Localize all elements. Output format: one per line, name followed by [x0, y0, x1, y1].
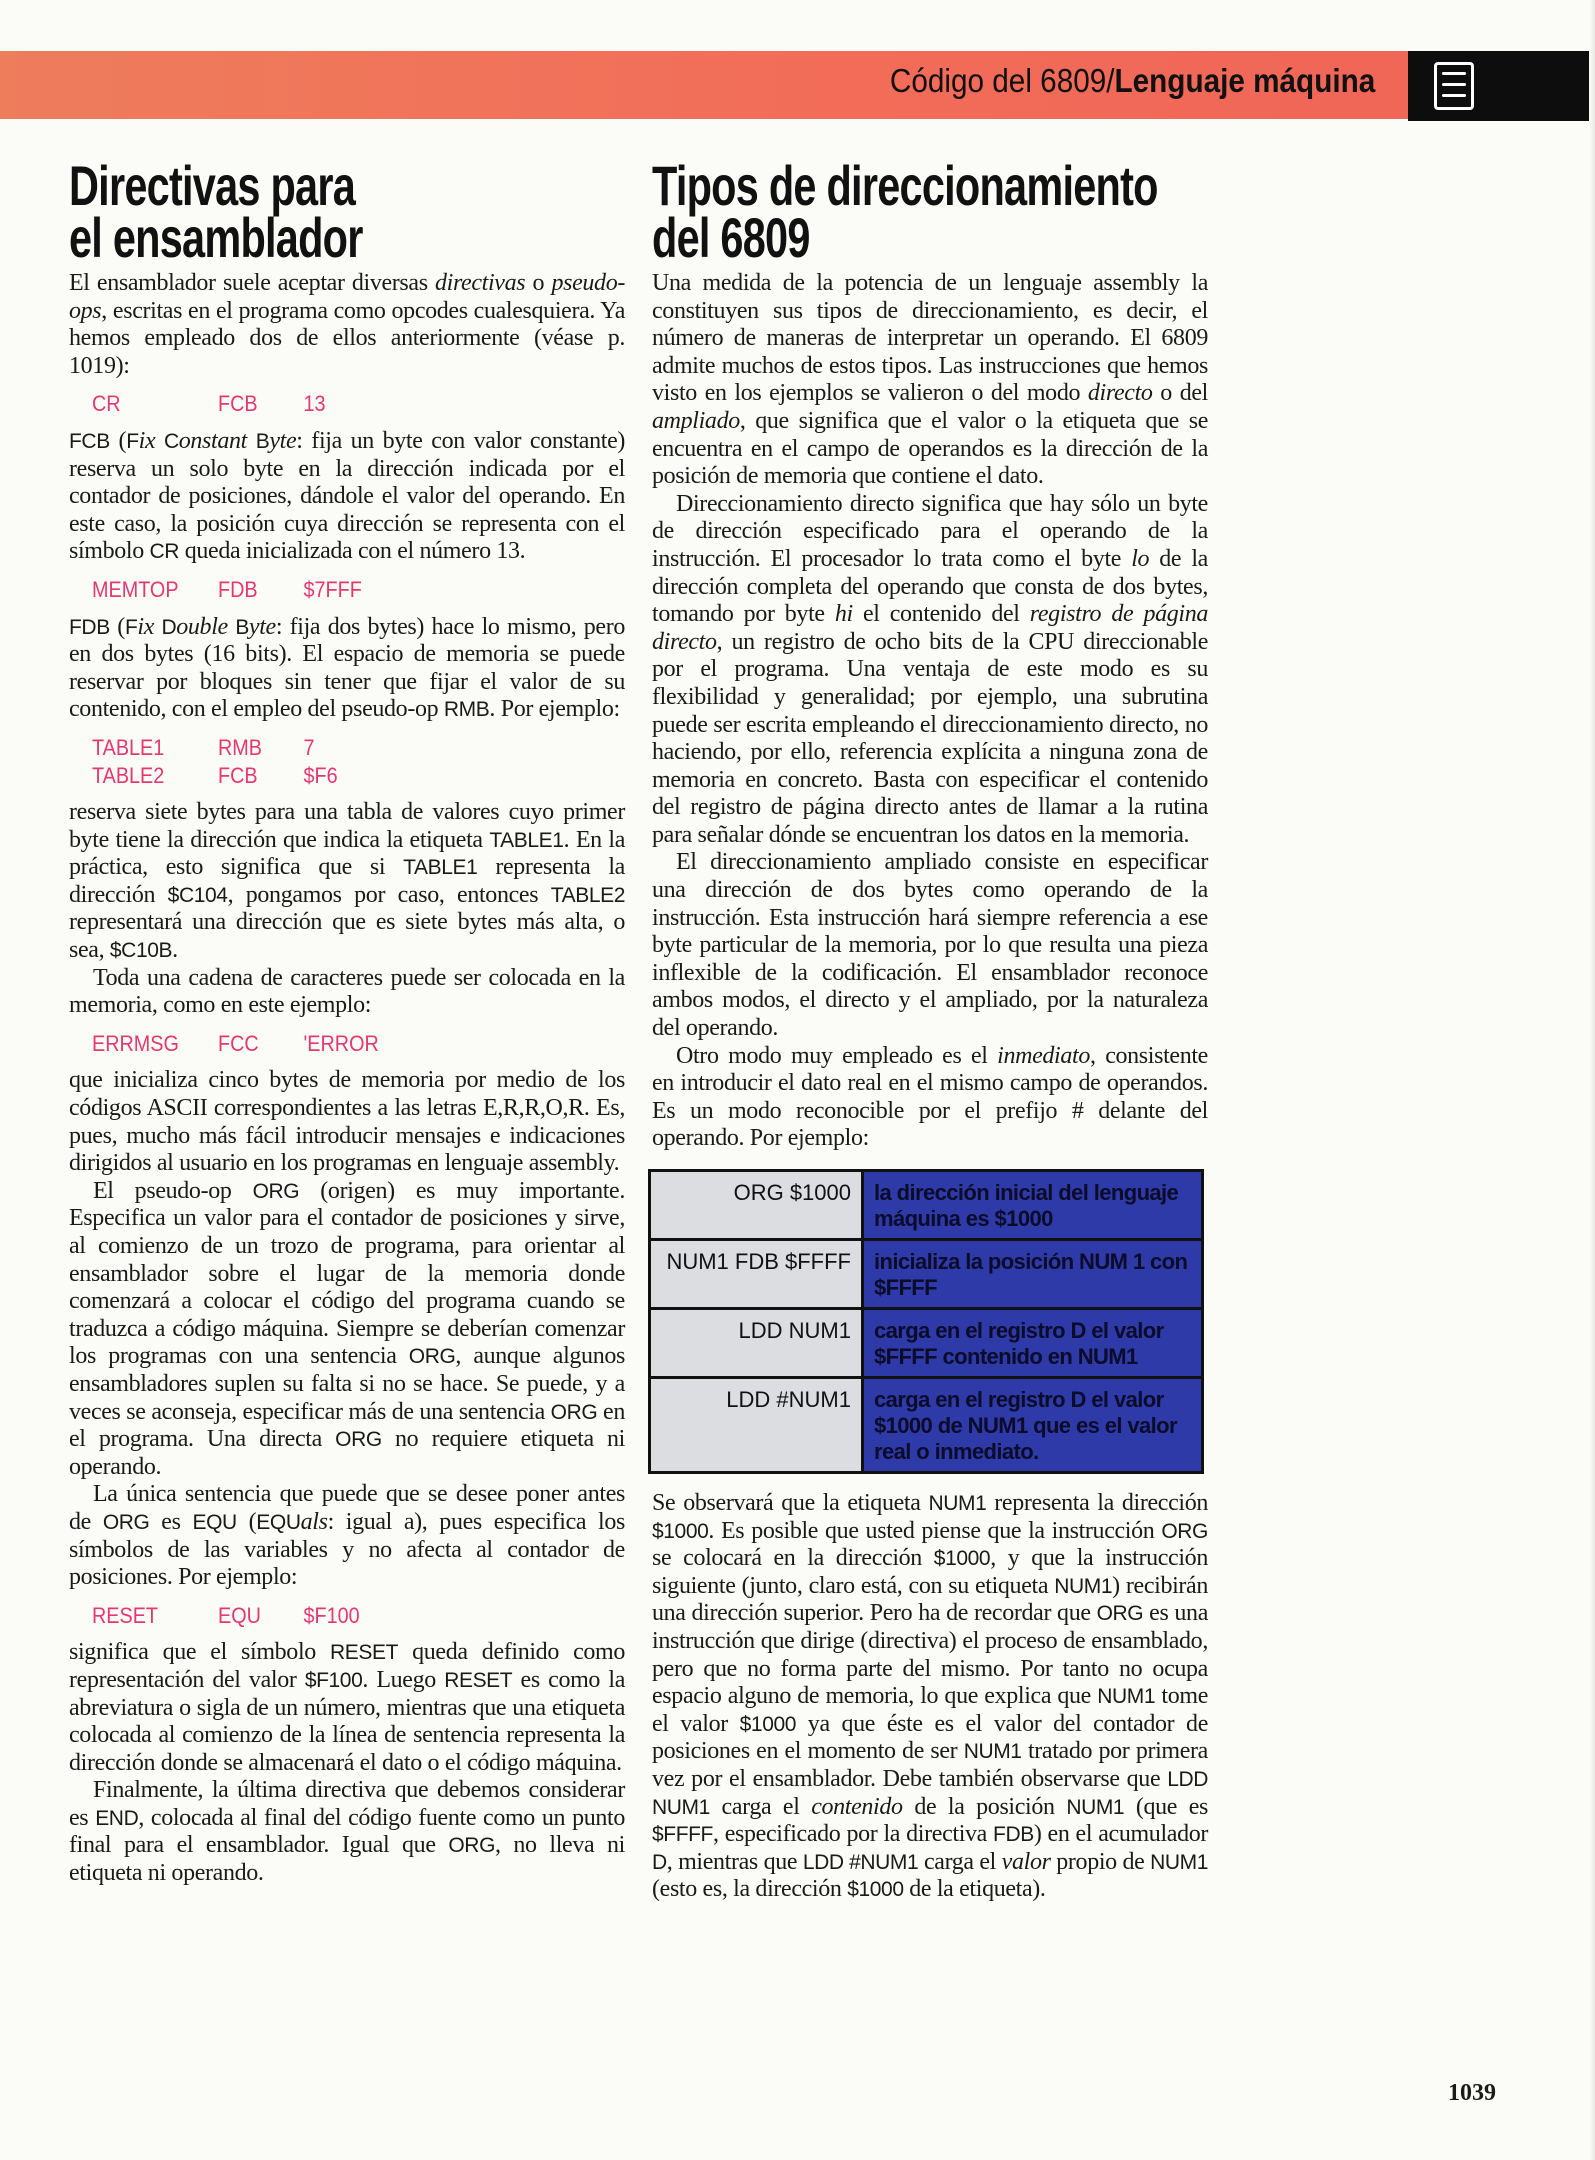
- code-label: TABLE2: [92, 762, 165, 788]
- heading-line: Directivas para: [69, 154, 356, 217]
- body-paragraph: que inicializa cinco bytes de memoria por medio de los códigos ASCII correspondientes a las letras E,R,R,O,R. Es, pues, mucho más fácil introducir mensajes e indicaciones dirigidos al usuario en los programas en lenguaje assembly.: [69, 1067, 625, 1177]
- description-cell: inicializa la posición NUM 1 con $FFFF: [863, 1240, 1203, 1309]
- body-paragraph: Toda una cadena de caracteres puede ser colocada en la memoria, como en este ejemplo:: [69, 964, 625, 1019]
- code-term: ORG: [335, 1428, 382, 1452]
- code-term: EQU: [192, 1510, 237, 1534]
- code-term: ORG: [252, 1179, 300, 1203]
- body-paragraph: FDB (Fix Double Byte: fija dos bytes) hace lo mismo, pero en dos bytes (16 bits). El espacio de memoria se puede reservar por bloques sin tener que fijar el valor de su contenido, con el empleo del pseudo-op RMB. Por ejemplo:: [69, 613, 625, 723]
- italic-term: ouble: [176, 613, 228, 640]
- code-term: FDB: [993, 1823, 1034, 1847]
- code-term: $1000: [933, 1547, 991, 1571]
- code-term: NUM1: [1150, 1850, 1208, 1874]
- page-edge-shadow: [1589, 0, 1595, 2160]
- code-opcode: FCB: [218, 762, 258, 788]
- instruction-cell: ORG $1000: [650, 1171, 863, 1240]
- code-label: MEMTOP: [92, 576, 179, 602]
- table-row: [650, 1171, 1203, 1240]
- italic-term: ampliado: [652, 407, 740, 434]
- code-term: B: [255, 429, 270, 453]
- code-term: TABLE1: [489, 828, 564, 852]
- code-line: [92, 734, 572, 762]
- body-paragraph: Se observará que la etiqueta NUM1 representa la dirección $1000. Es posible que usted piense que la instrucción ORG se colocará en la dirección $1000, y que la instrucción siguiente (junto, claro está, con su etiqueta NUM1) recibirán una dirección superior. Pero ha de recordar que ORG es una instrucción que dirige (directiva) el proceso de ensamblado, pero que no forma parte del mismo. Por tanto no ocupa espacio alguno de memoria, lo que explica que NUM1 tome el valor $1000 ya que éste es el valor del contador de posiciones en el momento de ser NUM1 tratado por primera vez por el ensamblador. Debe también observarse que LDD NUM1 carga el contenido de la posición NUM1 (que es $FFFF, especificado por la directiva FDB) en el acumulador D, mientras que LDD #NUM1 carga el valor propio de NUM1 (esto es, la dirección $1000 de la etiqueta).: [652, 1490, 1209, 1903]
- table-row: [650, 1378, 1203, 1473]
- computer-module-icon: [1434, 62, 1474, 110]
- left-heading: [69, 154, 631, 269]
- body-paragraph: El pseudo-op ORG (origen) es muy importante. Especifica un valor para el contador de posiciones y sirve, al comienzo de un trozo de programa, para orientar al ensamblador sobre el lugar de la memoria donde comenzará a colocar el código del programa cuando se traduzca a código máquina. Siempre se deberían comenzar los programas con una sentencia ORG, aunque algunos ensambladores suplen su falta si no se hace. Se puede, y a veces se aconseja, especificar más de una sentencia ORG en el programa. Una directa ORG no requiere etiqueta ni operando.: [69, 1177, 625, 1480]
- italic-term: contenido: [811, 1793, 903, 1820]
- code-term: $C104: [167, 883, 228, 907]
- table-row: [650, 1240, 1203, 1309]
- italic-term: yte: [269, 427, 297, 454]
- italic-term: hi: [834, 601, 853, 628]
- code-line: [92, 1602, 572, 1630]
- code-term: D: [652, 1850, 667, 1874]
- left-body: [69, 270, 625, 1888]
- code-term: ORG: [1096, 1602, 1144, 1626]
- body-paragraph: significa que el símbolo RESET queda definido como representación del valor $F100. Luego RESET es como la abreviatura o sigla de un número, mientras que una etiqueta colocada al comienzo de la línea de sentencia representa la dirección donde se almacenará el dato o el código máquina.: [69, 1639, 625, 1776]
- code-term: RESET: [444, 1668, 513, 1692]
- right-heading: [652, 154, 1214, 269]
- code-line: [92, 390, 572, 418]
- section-title-light: Código del 6809/: [889, 62, 1115, 99]
- code-term: $F100: [304, 1668, 363, 1692]
- code-operand: 13: [303, 391, 326, 417]
- italic-term: yte: [248, 613, 276, 640]
- code-example: [92, 1602, 572, 1630]
- code-operand: $F6: [303, 762, 338, 788]
- code-term: NUM1: [928, 1492, 987, 1515]
- body-paragraph: reserva siete bytes para una tabla de valores cuyo primer byte tiene la dirección que indica la etiqueta TABLE1. En la práctica, esto significa que si TABLE1 representa la dirección $C104, pongamos por caso, entonces TABLE2 representará una dirección que es siete bytes más alta, o sea, $C10B.: [69, 799, 625, 964]
- italic-term: valor: [1001, 1848, 1051, 1875]
- code-term: LDD #NUM1: [802, 1850, 919, 1874]
- code-example: [92, 390, 572, 418]
- body-paragraph: Una medida de la potencia de un lenguaje assembly la constituyen sus tipos de direccionamiento, es decir, el número de maneras de interpretar un operando. El 6809 admite muchos de estos tipos. Las instrucciones que hemos visto en los ejemplos se valieron o del modo directo o del ampliado, que significa que el valor o la etiqueta que se encuentra en el campo de operandos es la dirección de la posición de memoria que contiene el dato.: [652, 270, 1208, 490]
- code-line: [92, 762, 572, 790]
- code-operand: 'ERROR: [303, 1030, 379, 1056]
- body-paragraph: Direccionamiento directo significa que hay sólo un byte de dirección especificado para el operando de la instrucción. El procesador lo trata como el byte lo de la dirección completa del operando que consta de dos bytes, tomando por byte hi el contenido del registro de página directo, un registro de ocho bits de la CPU direccionable por el programa. Una ventaja de este modo es su flexibilidad y generalidad; por ejemplo, una subrutina puede ser escrita empleando el direccionamiento directo, no haciendo, por ello, referencia explícita a ninguna zona de memoria en concreto. Basta con especificar el contenido del registro de página directo antes de llamar a la rutina para señalar dónde se encuentran los datos en la memoria.: [652, 490, 1209, 848]
- description-cell: carga en el registro D el valor $1000 de NUM1 que es el valor real o inmediato.: [863, 1378, 1203, 1473]
- code-term: $1000: [739, 1712, 797, 1736]
- code-label: CR: [92, 391, 121, 417]
- description-cell: la dirección inicial del lenguaje máquina es $1000: [863, 1171, 1203, 1240]
- code-operand: $F100: [303, 1602, 360, 1628]
- addressing-table: [648, 1169, 1204, 1474]
- code-operand: 7: [303, 734, 315, 760]
- instruction-cell: LDD #NUM1: [650, 1378, 863, 1473]
- body-paragraph: El direccionamiento ampliado consiste en especificar una dirección de dos bytes como operando de la instrucción. Esta instrucción hará siempre referencia a ese byte particular de la memoria, por lo que resulta una pieza inflexible de la codificación. El ensamblador reconoce ambos modos, el directo y el ampliado, por la naturaleza del operando.: [652, 849, 1208, 1042]
- code-term: TABLE1: [403, 856, 478, 880]
- heading-line: Tipos de direccionamiento: [652, 154, 1158, 217]
- italic-term: ix: [137, 613, 154, 640]
- code-term: $1000: [652, 1519, 709, 1543]
- code-term: NUM1: [1054, 1574, 1113, 1598]
- code-term: FDB: [69, 615, 110, 639]
- heading-line: del 6809: [652, 206, 810, 269]
- code-term: $1000: [847, 1878, 904, 1902]
- code-label: TABLE1: [92, 734, 165, 760]
- code-label: RESET: [92, 1602, 159, 1628]
- code-term: C: [163, 429, 179, 453]
- italic-term: lo: [1131, 545, 1150, 572]
- code-opcode: RMB: [218, 734, 263, 760]
- code-term: RESET: [330, 1641, 399, 1665]
- heading-line: el ensamblador: [69, 206, 363, 269]
- description-cell: carga en el registro D el valor $FFFF contenido en NUM1: [863, 1309, 1203, 1378]
- code-operand: $7FFF: [303, 576, 362, 602]
- code-line: [92, 576, 572, 604]
- code-term: EQU: [256, 1510, 301, 1534]
- page-number: 1039: [1448, 2080, 1496, 2106]
- italic-term: onstant: [178, 427, 247, 454]
- code-term: NUM1: [963, 1740, 1022, 1764]
- code-term: CR: [149, 540, 180, 564]
- section-title: [890, 62, 1375, 100]
- code-opcode: FCB: [218, 391, 258, 417]
- code-term: TABLE2: [550, 883, 625, 907]
- code-opcode: FCC: [218, 1030, 259, 1056]
- code-example: [92, 734, 572, 789]
- code-term: RMB: [443, 698, 490, 722]
- code-term: ORG: [408, 1345, 456, 1369]
- italic-term: ix: [138, 427, 156, 454]
- code-term: LDD NUM1: [652, 1767, 1208, 1819]
- table-row: [650, 1309, 1203, 1378]
- code-term: B: [235, 615, 249, 639]
- code-term: F: [124, 615, 138, 639]
- body-paragraph: Otro modo muy empleado es el inmediato, consistente en introducir el dato real en el mismo campo de operandos. Es un modo reconocible por el prefijo # delante del operando. Por ejemplo:: [652, 1042, 1208, 1152]
- instruction-cell: NUM1 FDB $FFFF: [650, 1240, 863, 1309]
- code-term: ORG: [1161, 1519, 1208, 1543]
- code-term: F: [126, 429, 139, 453]
- code-example: [92, 576, 572, 604]
- body-paragraph: La única sentencia que puede que se desee poner antes de ORG es EQU (EQUals: igual a), pues especifica los símbolos de las variables y no afecta al contador de posiciones. Por ejemplo:: [69, 1481, 626, 1591]
- code-term: $FFFF: [652, 1823, 713, 1847]
- right-column: [652, 154, 1209, 1904]
- left-column: [69, 154, 626, 1888]
- code-term: NUM1: [1097, 1685, 1156, 1709]
- italic-term: directivas: [434, 270, 526, 296]
- code-opcode: FDB: [218, 576, 258, 602]
- body-paragraph: Finalmente, la última directiva que debemos considerar es END, colocada al final del código fuente como un punto final para el ensamblador. Igual que ORG, no lleva ni etiqueta ni operando.: [69, 1777, 625, 1887]
- code-term: D: [161, 615, 177, 639]
- right-body: [652, 270, 1208, 1904]
- section-title-bold: Lenguaje máquina: [1114, 62, 1375, 99]
- italic-term: als: [300, 1508, 328, 1535]
- italic-term: pseudo-ops: [69, 270, 625, 324]
- italic-term: directo: [1087, 380, 1153, 407]
- code-term: $C10B: [109, 939, 173, 963]
- italic-term: inmediato: [997, 1042, 1090, 1069]
- code-opcode: EQU: [218, 1602, 261, 1628]
- body-paragraph: El ensamblador suele aceptar diversas directivas o pseudo-ops, escritas en el programa como opcodes cualesquiera. Ya hemos empleado dos de ellos anteriormente (véase p. 1019):: [69, 270, 625, 379]
- body-paragraph: FCB (Fix Constant Byte: fija un byte con valor constante) reserva un solo byte en la dirección indicada por el contador de posiciones, dándole el valor del operando. En este caso, la posición cuya dirección se representa con el símbolo CR queda inicializada con el número 13.: [69, 427, 626, 565]
- code-term: ORG: [550, 1400, 598, 1424]
- code-line: [92, 1030, 572, 1058]
- code-term: NUM1: [1066, 1795, 1125, 1819]
- code-term: ORG: [102, 1510, 150, 1534]
- instruction-cell: LDD NUM1: [650, 1309, 863, 1378]
- italic-term: registro de página directo: [652, 601, 1209, 655]
- code-term: END: [95, 1806, 139, 1830]
- code-term: ORG: [448, 1834, 496, 1858]
- code-label: ERRMSG: [92, 1030, 179, 1056]
- code-example: [92, 1030, 572, 1058]
- code-term: FCB: [69, 429, 110, 453]
